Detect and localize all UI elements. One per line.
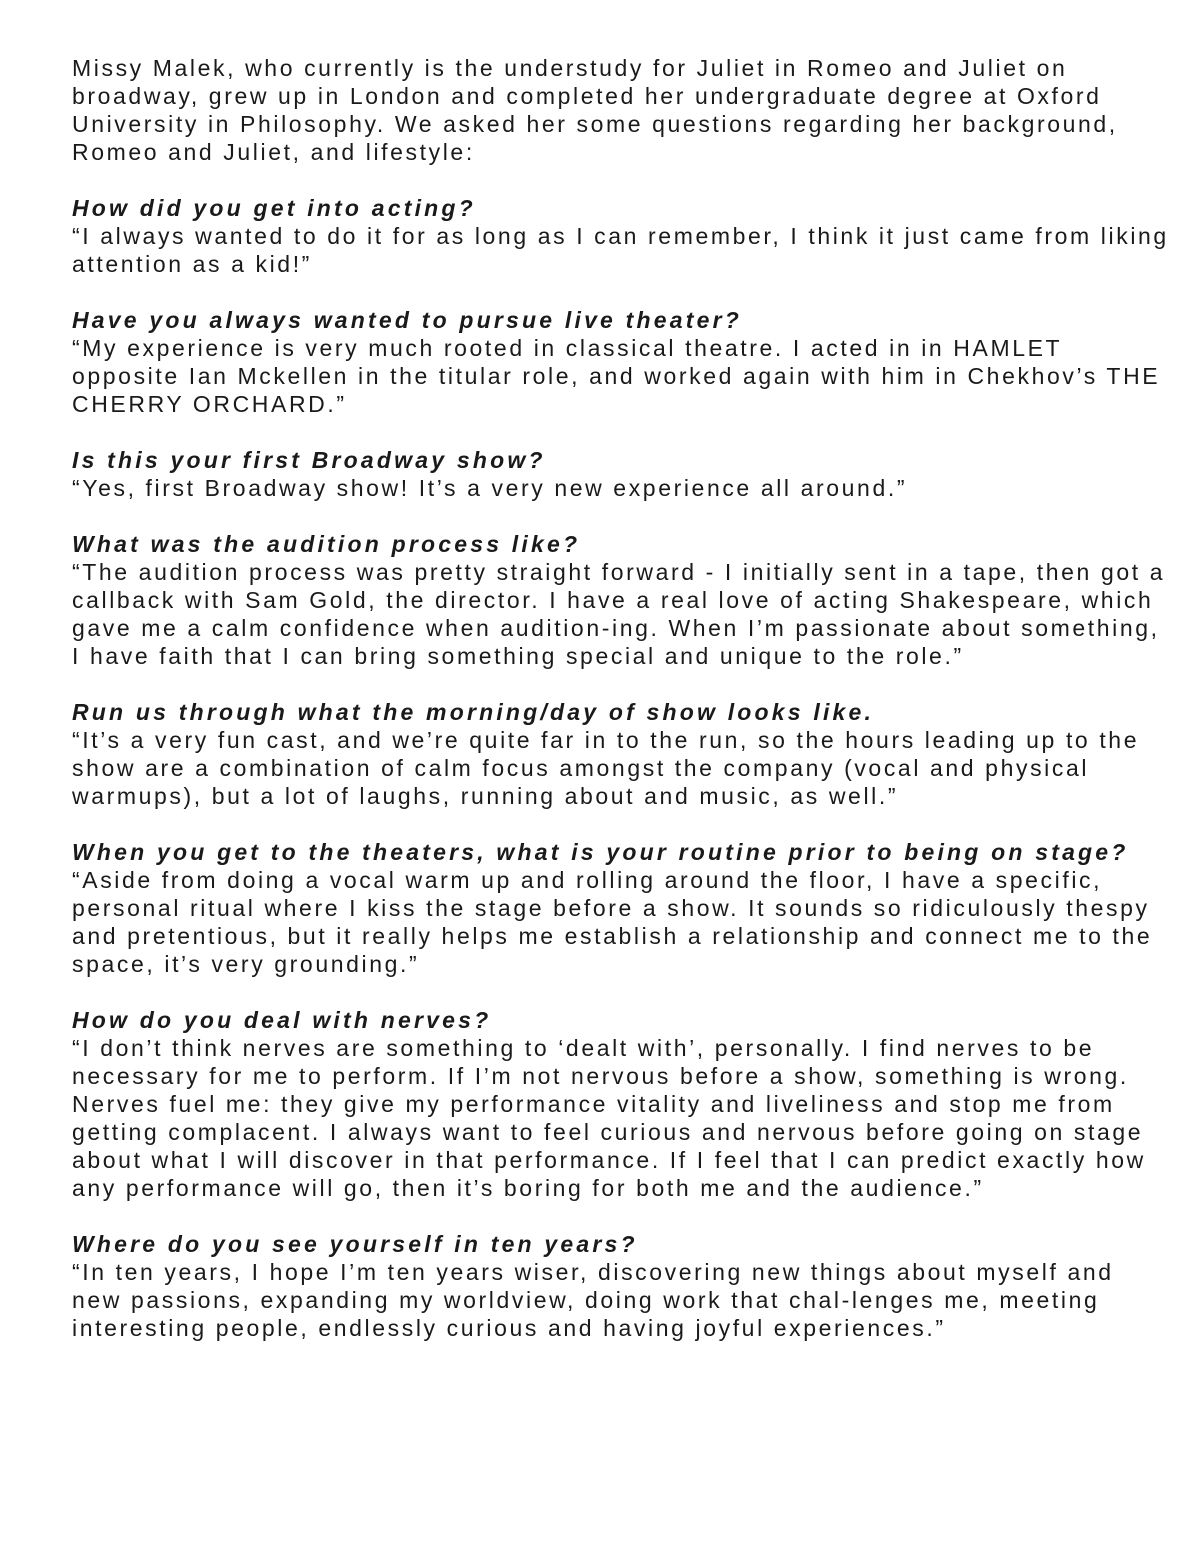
question-heading: When you get to the theaters, what is your routine prior to being on stage?: [72, 839, 1129, 865]
answer-text: “I don’t think nerves are something to ‘dealt with’, personally. I find nerves to be necessary for me to perform. If I’m not nervous before a show, something is wrong. Nerves fuel me: they give my performance vitality and liveliness and stop me from getting complacent. I always want to feel curious and nervous before going on stage about what I will discover in that performance. If I feel that I can predict exactly how any performance will go, then it’s boring for both me and the audience.”: [72, 1035, 1146, 1201]
qa-item: [72, 1230, 1172, 1342]
question-heading: Where do you see yourself in ten years?: [72, 1231, 638, 1257]
answer-text: “I always wanted to do it for as long as I can remember, I think it just came from liking attention as a kid!”: [72, 223, 1169, 277]
question-heading: What was the audition process like?: [72, 531, 581, 557]
answer-text: “It’s a very fun cast, and we’re quite far in to the run, so the hours leading up to the show are a combination of calm focus amongst the company (vocal and physical warmups), but a lot of laughs, running about and music, as well.”: [72, 727, 1140, 809]
question-heading: How do you deal with nerves?: [72, 1007, 492, 1033]
qa-item: [72, 446, 1172, 502]
answer-text: “The audition process was pretty straight forward - I initially sent in a tape, then got a callback with Sam Gold, the director. I have a real love of acting Shakespeare, which gave me a calm confidence when audition-ing. When I’m passionate about something, I have faith that I can bring something special and unique to the role.”: [72, 559, 1166, 669]
qa-item: [72, 838, 1172, 978]
answer-text: “Yes, first Broadway show! It’s a very new experience all around.”: [72, 475, 908, 501]
qa-item: [72, 194, 1172, 278]
question-heading: Is this your first Broadway show?: [72, 447, 546, 473]
intro-paragraph: Missy Malek, who currently is the understudy for Juliet in Romeo and Juliet on broadway, grew up in London and completed her undergraduate degree at Oxford University in Philosophy. We asked her some questions regarding her background, Romeo and Juliet, and lifestyle:: [72, 55, 1118, 165]
question-heading: How did you get into acting?: [72, 195, 476, 221]
answer-text: “In ten years, I hope I’m ten years wiser, discovering new things about myself and new passions, expanding my worldview, doing work that chal-lenges me, meeting interesting people, endlessly curious and having joyful experiences.”: [72, 1259, 1114, 1341]
interview-page: [72, 54, 1172, 1370]
question-heading: Have you always wanted to pursue live theater?: [72, 307, 742, 333]
answer-text: “My experience is very much rooted in classical theatre. I acted in in HAMLET opposite Ian Mckellen in the titular role, and worked again with him in Chekhov’s THE CHERRY ORCHARD.”: [72, 335, 1161, 417]
qa-item: [72, 530, 1172, 670]
qa-item: [72, 306, 1172, 418]
answer-text: “Aside from doing a vocal warm up and rolling around the floor, I have a specific, personal ritual where I kiss the stage before a show. It sounds so ridiculously thespy and pretentious, but it really helps me establish a relationship and connect me to the space, it’s very grounding.”: [72, 867, 1153, 977]
qa-item: [72, 1006, 1172, 1202]
question-heading: Run us through what the morning/day of show looks like.: [72, 699, 875, 725]
qa-item: [72, 698, 1172, 810]
